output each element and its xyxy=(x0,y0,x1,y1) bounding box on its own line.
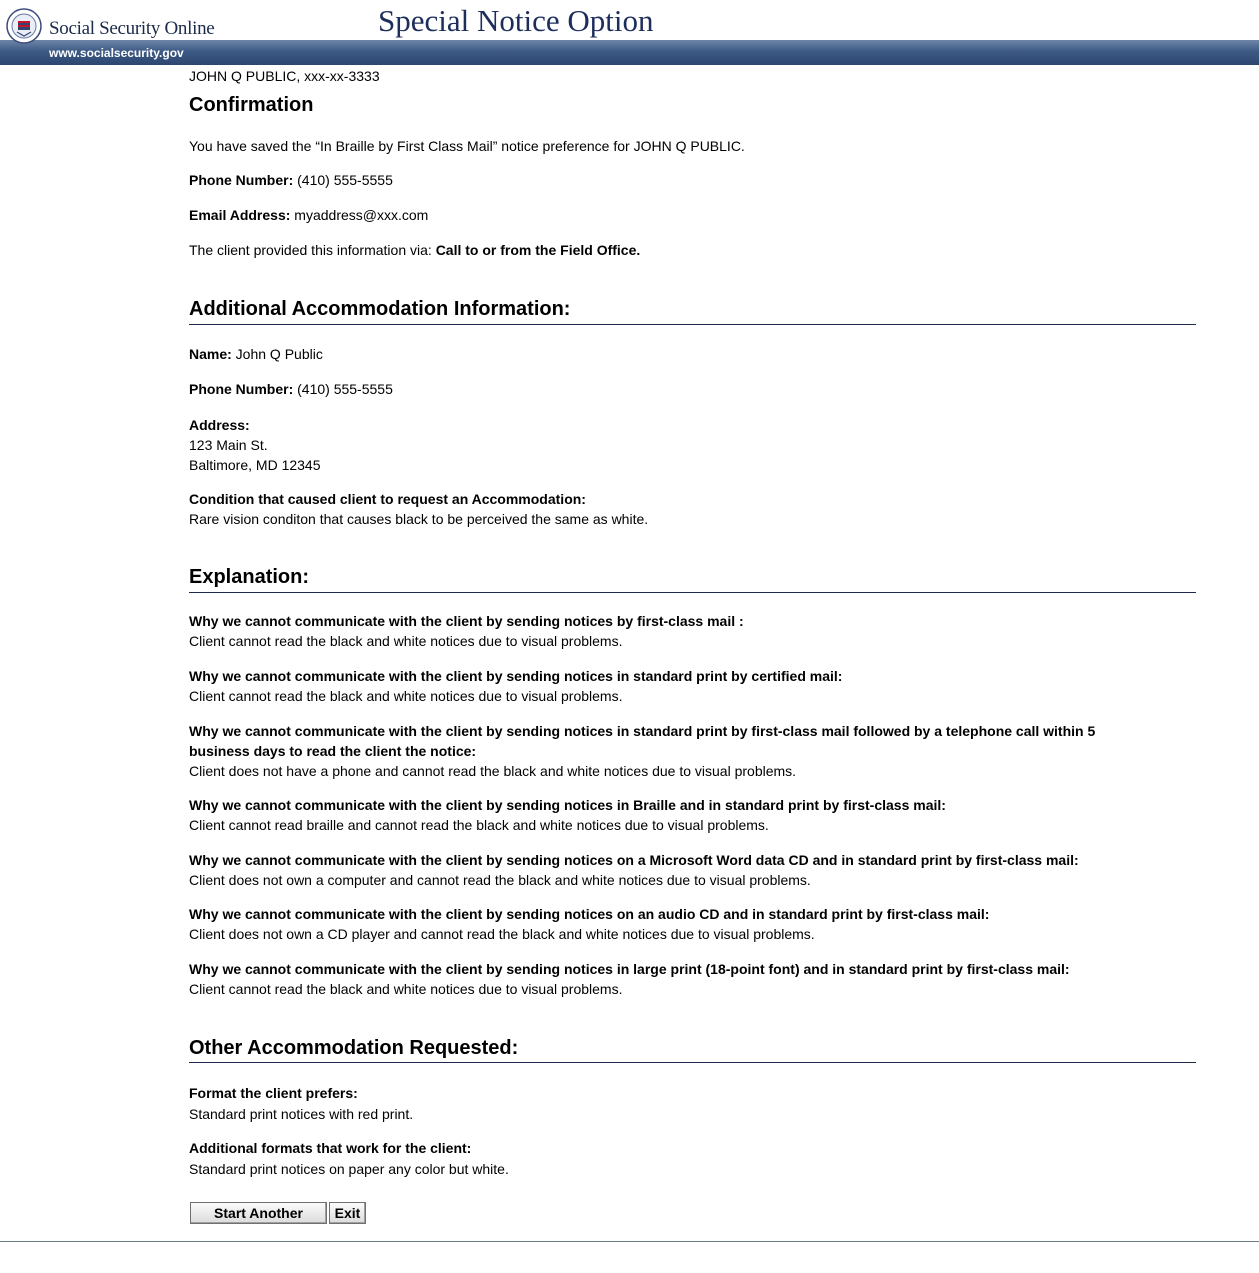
format-value: Standard print notices with red print. xyxy=(189,1106,414,1122)
explanation-item xyxy=(189,904,1196,944)
additional-formats-value: Standard print notices on paper any color but white. xyxy=(189,1161,509,1177)
explanation-item xyxy=(189,795,1196,835)
explanation-answer: Client does not own a CD player and cannot read the black and white notices due to visual problems. xyxy=(189,926,815,942)
section-divider xyxy=(189,324,1196,325)
phone-value: (410) 555-5555 xyxy=(293,381,393,397)
explanation-item xyxy=(189,850,1196,890)
explanation-answer: Client does not own a computer and cannot read the black and white notices due to visual problems. xyxy=(189,872,811,888)
explanation-answer: Client does not have a phone and cannot read the black and white notices due to visual problems. xyxy=(189,763,797,779)
site-header xyxy=(0,0,1259,66)
condition-value: Rare vision conditon that causes black to be perceived the same as white. xyxy=(189,511,649,527)
explanation-answer: Client cannot read the black and white notices due to visual problems. xyxy=(189,981,623,997)
explanation-heading: Explanation: xyxy=(189,566,310,588)
address-line1: 123 Main St. xyxy=(189,437,268,453)
explanation-question: Why we cannot communicate with the client by sending notices in standard print by certified mail: xyxy=(189,668,843,684)
explanation-item xyxy=(189,666,1196,706)
client-id-line: JOHN Q PUBLIC, xxx-xx-3333 xyxy=(189,68,380,84)
ssa-seal-icon[interactable] xyxy=(6,8,42,44)
additional-heading: Additional Accommodation Information: xyxy=(189,298,571,320)
via-prefix: The client provided this information via: xyxy=(189,242,436,258)
explanation-item xyxy=(189,721,1196,781)
footer-divider xyxy=(0,1241,1259,1242)
confirmation-phone xyxy=(189,172,393,188)
site-url[interactable]: www.socialsecurity.gov xyxy=(49,46,184,60)
name-value: John Q Public xyxy=(231,346,323,362)
address-label: Address: xyxy=(189,417,250,433)
phone-value: (410) 555-5555 xyxy=(293,172,393,188)
explanation-question: Why we cannot communicate with the client by sending notices in Braille and in standard print by first-class mail: xyxy=(189,797,946,813)
explanation-answer: Client cannot read the black and white notices due to visual problems. xyxy=(189,633,623,649)
brand-name[interactable]: Social Security Online xyxy=(49,18,215,39)
header-bar xyxy=(0,40,1259,65)
explanation-question: Why we cannot communicate with the client by sending notices in standard print by first-class mail followed by a telephone call within 5 business days to read the client the notice: xyxy=(189,723,1096,759)
additional-name xyxy=(189,346,323,362)
explanation-answer: Client cannot read the black and white notices due to visual problems. xyxy=(189,688,623,704)
email-label: Email Address: xyxy=(189,207,291,223)
phone-label: Phone Number: xyxy=(189,172,294,188)
explanation-item xyxy=(189,611,1196,651)
confirmation-email xyxy=(189,207,428,223)
other-heading: Other Accommodation Requested: xyxy=(189,1037,519,1059)
email-value: myaddress@xxx.com xyxy=(290,207,429,223)
explanation-item xyxy=(189,959,1196,999)
explanation-question: Why we cannot communicate with the client by sending notices on a Microsoft Word data CD and in standard print by first-class mail: xyxy=(189,852,1079,868)
page-title: Special Notice Option xyxy=(378,3,654,38)
saved-message: You have saved the “In Braille by First Class Mail” notice preference for JOHN Q PUBLIC. xyxy=(189,138,745,154)
condition-label: Condition that caused client to request an Accommodation: xyxy=(189,491,586,507)
explanation-question: Why we cannot communicate with the client by sending notices on an audio CD and in standard print by first-class mail: xyxy=(189,906,990,922)
address-line2: Baltimore, MD 12345 xyxy=(189,457,321,473)
info-via xyxy=(189,242,640,258)
phone-label: Phone Number: xyxy=(189,381,294,397)
format-label: Format the client prefers: xyxy=(189,1085,358,1101)
exit-button[interactable]: Exit xyxy=(329,1202,366,1224)
via-value: Call to or from the Field Office. xyxy=(435,242,641,258)
additional-phone xyxy=(189,381,393,397)
section-divider xyxy=(189,592,1196,593)
explanation-question: Why we cannot communicate with the client by sending notices in large print (18-point font) and in standard print by first-class mail: xyxy=(189,961,1070,977)
confirmation-heading: Confirmation xyxy=(189,94,314,116)
additional-formats-label: Additional formats that work for the client: xyxy=(189,1140,472,1156)
explanation-question: Why we cannot communicate with the client by sending notices by first-class mail : xyxy=(189,613,744,629)
section-divider xyxy=(189,1062,1196,1063)
name-label: Name: xyxy=(189,346,232,362)
start-another-button[interactable]: Start Another xyxy=(190,1202,327,1224)
explanation-answer: Client cannot read braille and cannot read the black and white notices due to visual problems. xyxy=(189,817,769,833)
